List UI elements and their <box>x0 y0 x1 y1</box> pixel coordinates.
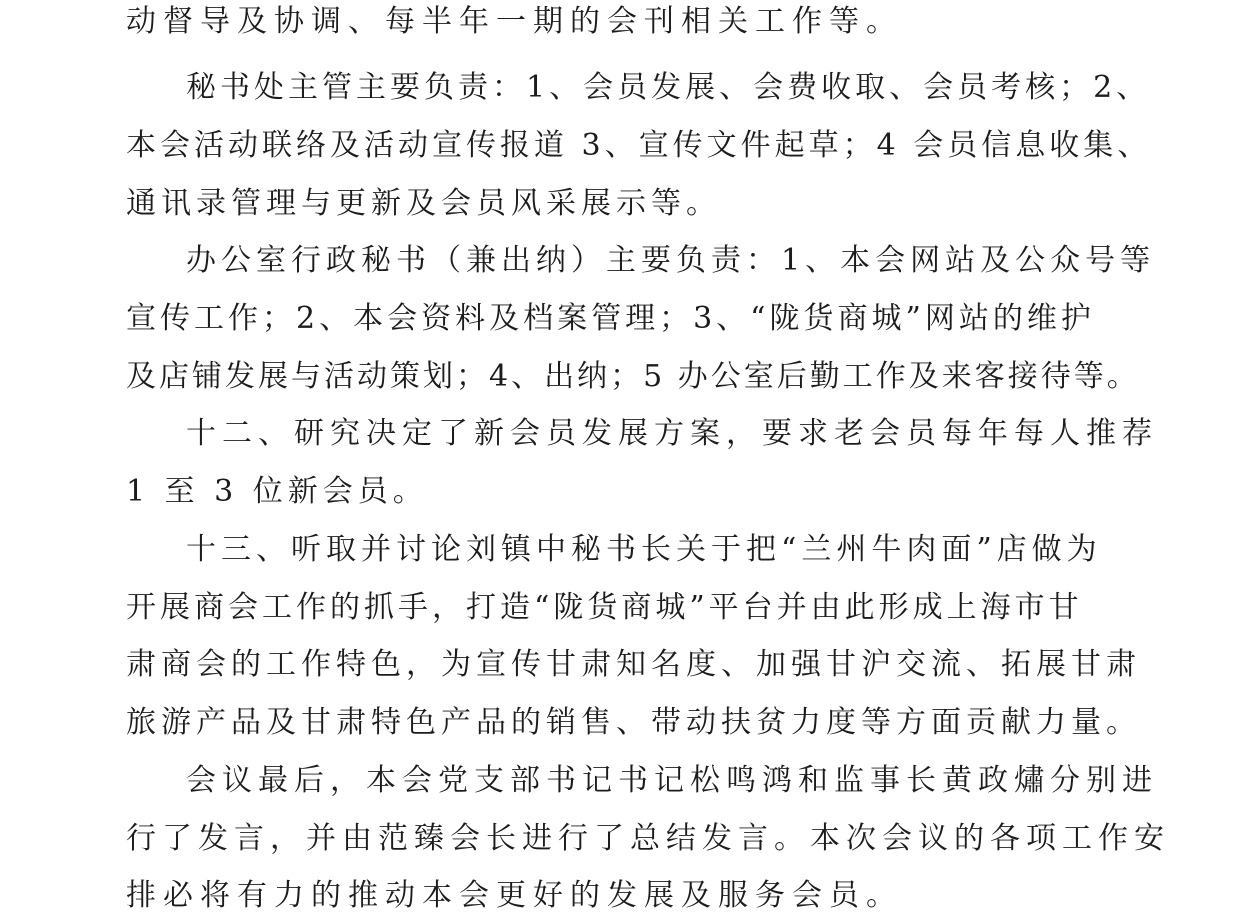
text-line: 1 至 3 位新会员。 <box>126 474 428 509</box>
text-line: 会议最后，本会党支部书记书记松鸣鸿和监事长黄政熽分别进 <box>186 763 1158 798</box>
text-line: 及店铺发展与活动策划；4、出纳；5 办公室后勤工作及来客接待等。 <box>126 359 1140 394</box>
text-line: 办公室行政秘书（兼出纳）主要负责：1、本会网站及公众号等 <box>186 243 1156 278</box>
text-line: 排必将有力的推动本会更好的发展及服务会员。 <box>126 878 903 913</box>
text-line: 本会活动联络及活动宣传报道 3、宣传文件起草；4 会员信息收集、 <box>126 128 1152 163</box>
text-line: 旅游产品及甘肃特色产品的销售、带动扶贫力度等方面贡献力量。 <box>126 705 1141 740</box>
text-line: 开展商会工作的抓手，打造“陇货商城”平台并由此形成上海市甘 <box>126 590 1083 625</box>
text-line: 宣传工作；2、本会资料及档案管理；3、“陇货商城”网站的维护 <box>126 301 1095 336</box>
text-line: 秘书处主管主要负责：1、会员发展、会费收取、会员考核；2、 <box>186 70 1151 105</box>
text-line: 肃商会的工作特色，为宣传甘肃知名度、加强甘沪交流、拓展甘肃 <box>126 647 1141 682</box>
text-line: 行了发言，并由范臻会长进行了总结发言。本次会议的各项工作安 <box>126 821 1170 856</box>
text-line: 十二、研究决定了新会员发展方案，要求老会员每年每人推荐 <box>186 416 1158 451</box>
text-line: 动督导及协调、每半年一期的会刊相关工作等。 <box>126 4 903 39</box>
text-line: 十三、听取并讨论刘镇中秘书长关于把“兰州牛肉面”店做为 <box>186 532 1102 567</box>
text-line: 通讯录管理与更新及会员风采展示等。 <box>126 186 721 221</box>
